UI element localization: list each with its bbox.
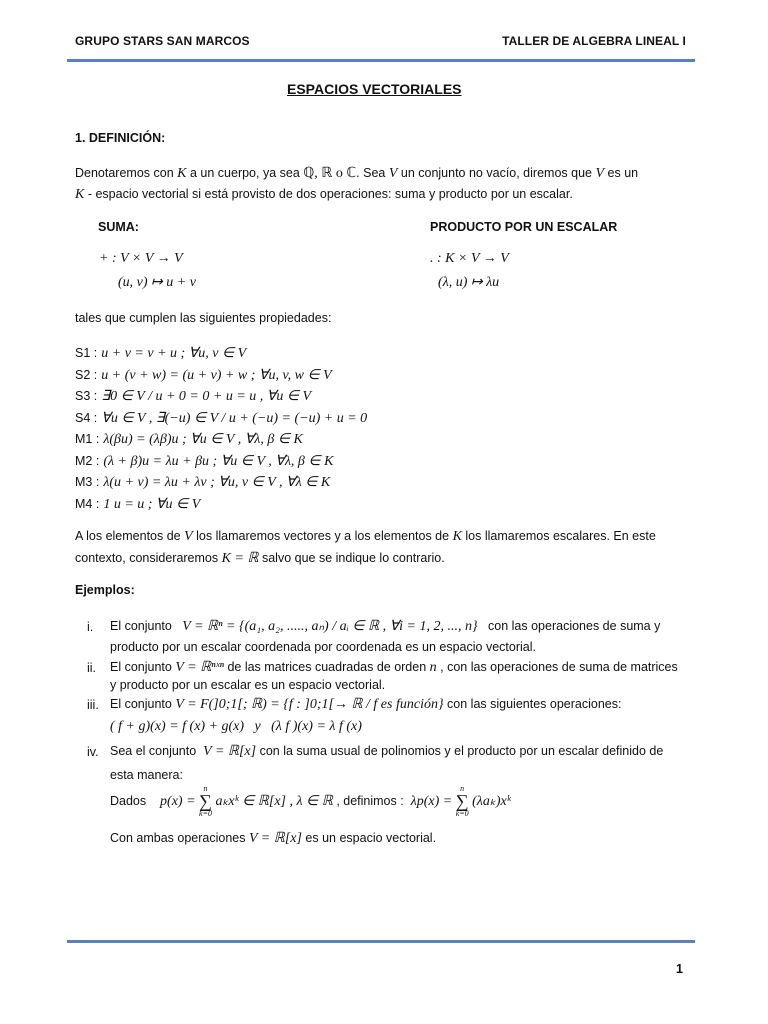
examples-heading: Ejemplos: <box>75 583 135 597</box>
property-expression: (λ + β)u = λu + βu ; ∀u ∈ V , ∀λ, β ∈ K <box>103 453 334 469</box>
example-iii-number: iii. <box>87 698 99 712</box>
property-expression: 1 u = u ; ∀u ∈ V <box>103 496 201 512</box>
suma-def-1: + : V × V → V <box>99 251 183 266</box>
properties-intro: tales que cumplen las siguientes propiedades: <box>75 311 332 325</box>
example-ii-line-2: y producto por un escalar es un espacio vectorial. <box>110 678 386 692</box>
example-i-line-2: producto por un escalar coordenada por coordenada es un espacio vectorial. <box>110 640 536 654</box>
example-i-line-1: El conjunto V = ℝⁿ = {(a₁, a₂, ....., aₙ) / aᵢ ∈ ℝ , ∀i = 1, 2, ..., n} con las operaciones de suma y <box>110 619 661 634</box>
page-title: ESPACIOS VECTORIALES <box>287 81 462 97</box>
producto-label: PRODUCTO POR UN ESCALAR <box>430 220 618 234</box>
elements-line-1: A los elementos de V los llamaremos vectores y a los elementos de K los llamaremos escalares. En este <box>75 529 656 544</box>
property-row <box>75 474 330 491</box>
term-escalares: escalares <box>552 529 607 543</box>
example-iv-conclusion: Con ambas operaciones V = ℝ[x] es un espacio vectorial. <box>110 831 437 846</box>
property-label: M1 : <box>75 432 100 446</box>
example-iv-formula: Dados p(x) = n ∑ k=0 aₖxᵏ ∈ ℝ[x] , λ ∈ ℝ , definimos : λp(x) = n ∑ k=0 (λaₖ)xᵏ <box>110 784 511 818</box>
example-ii-line-1: El conjunto V = ℝⁿˣⁿ de las matrices cuadradas de orden n , con las operaciones de suma de matrices <box>110 660 678 675</box>
intro-line-2: K - espacio vectorial si está provisto de dos operaciones: suma y producto por un escalar. <box>75 187 573 202</box>
example-ii-number: ii. <box>87 661 97 675</box>
property-expression: ∃0 ∈ V / u + 0 = 0 + u = u , ∀u ∈ V <box>101 389 312 404</box>
example-iv-line-1: Sea el conjunto V = ℝ[x] con la suma usual de polinomios y el producto por un escalar definido de <box>110 744 664 759</box>
example-iii-ops: ( f + g)(x) = f (x) + g(x) y (λ f )(x) = λ f (x) <box>110 719 362 734</box>
property-label: S2 : <box>75 367 98 382</box>
property-row <box>75 453 333 470</box>
elements-line-2: contexto, consideraremos K = ℝ salvo que se indique lo contrario. <box>75 551 445 566</box>
property-label: M3 : <box>75 475 100 489</box>
page-number: 1 <box>676 962 683 976</box>
suma-label: SUMA: <box>98 220 139 234</box>
property-row <box>75 431 303 448</box>
property-row <box>75 410 367 427</box>
property-expression: ∀u ∈ V , ∃(−u) ∈ V / u + (−u) = (−u) + u = 0 <box>101 410 368 426</box>
header-rule <box>67 59 695 62</box>
property-expression: λ(βu) = (λβ)u ; ∀u ∈ V , ∀λ, β ∈ K <box>103 432 303 447</box>
example-iv-number: iv. <box>87 745 99 759</box>
header-left: GRUPO STARS SAN MARCOS <box>75 34 250 48</box>
property-label: M2 : <box>75 453 100 468</box>
term-vectores: vectores <box>283 529 331 543</box>
footer-rule <box>67 940 695 943</box>
summation-icon: n ∑ k=0 <box>199 784 212 818</box>
property-expression: u + v = v + u ; ∀u, v ∈ V <box>101 346 247 361</box>
property-row <box>75 388 311 405</box>
property-label: M4 : <box>75 496 100 511</box>
property-row <box>75 367 332 384</box>
property-label: S4 : <box>75 410 98 425</box>
producto-def-1: . : K × V → V <box>430 251 509 266</box>
property-label: S3 : <box>75 389 98 403</box>
example-iii-line-1: El conjunto V = F(]0;1[; ℝ) = {f : ]0;1[→ ℝ / f es función} con las siguientes operaciones: <box>110 697 622 712</box>
property-expression: u + (v + w) = (u + v) + w ; ∀u, v, w ∈ V <box>101 367 332 383</box>
property-row <box>75 345 246 362</box>
example-iv-line-2: esta manera: <box>110 768 183 782</box>
suma-def-2: (u, v) ↦ u + v <box>118 275 196 290</box>
property-expression: λ(u + v) = λu + λv ; ∀u, v ∈ V , ∀λ ∈ K <box>103 475 331 490</box>
example-i-number: i. <box>87 620 94 634</box>
intro-line-1: Denotaremos con K a un cuerpo, ya sea ℚ, ℝ o ℂ. Sea V un conjunto no vacío, diremos que V es un <box>75 166 639 181</box>
property-row <box>75 496 200 513</box>
producto-def-2: (λ, u) ↦ λu <box>438 275 500 290</box>
summation-icon-2: n ∑ k=0 <box>455 784 469 818</box>
section-heading: 1. DEFINICIÓN: <box>75 131 166 145</box>
property-label: S1 : <box>75 346 98 360</box>
header-right: TALLER DE ALGEBRA LINEAL I <box>502 34 686 48</box>
